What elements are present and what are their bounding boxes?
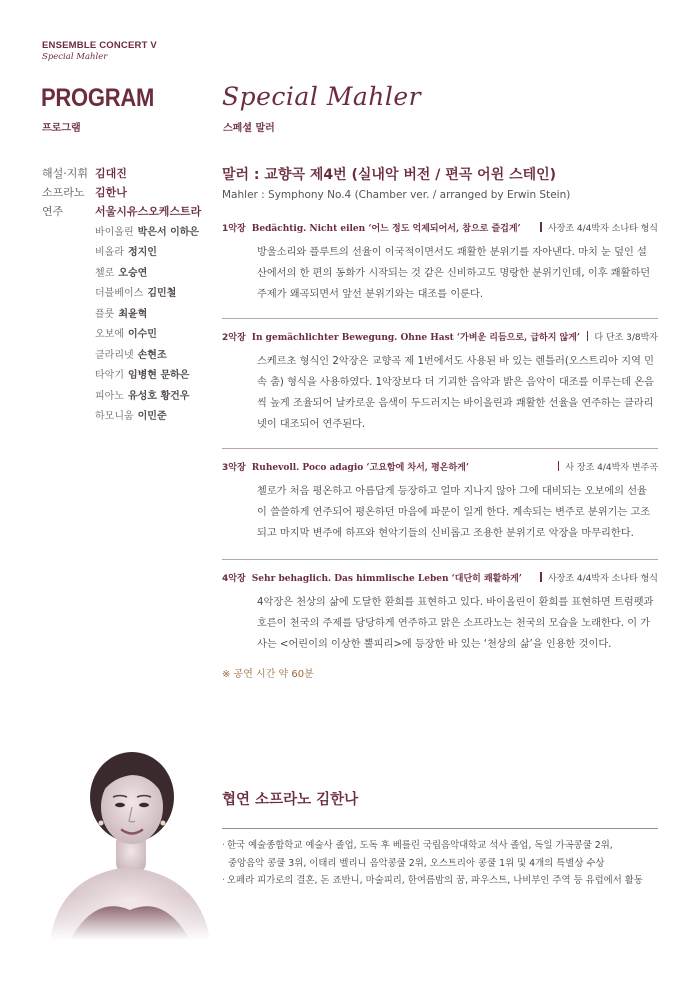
description-line: 이 쓸쓸하게 연주되어 평온하던 마음에 파문이 일게 한다. 계속되는 변주로 분위기는 고조 — [257, 507, 651, 518]
credits-list — [42, 163, 201, 220]
movement-key-text: 사장조 4/4박자 소나타 형식 — [547, 224, 658, 234]
series-title: ENSEMBLE CONCERT V — [42, 40, 157, 51]
movement-number: 1악장 — [222, 224, 246, 234]
bio-text: 중앙음악 콩쿨 3위, 이태리 벨리니 음악콩쿨 2위, 오스트리아 콩쿨 1위 및 4개의 특별상 수상 — [228, 857, 605, 869]
movement-4 — [222, 571, 658, 655]
description-line: 되고 마지막 변주에 하프와 현악기들의 신비롭고 조용한 분위기로 악장을 마무리한다. — [257, 528, 634, 539]
concert-subtitle: 스페셜 말러 — [223, 123, 275, 134]
movement-key — [540, 221, 658, 234]
divider-bar — [540, 572, 542, 582]
description-line: 속 춤) 형식을 사용하였다. 1악장보다 더 기괴한 음악과 밝은 음악이 대조를 이루는데 온음 — [257, 377, 654, 388]
movement-description — [257, 481, 658, 544]
description-line: 스케르초 형식인 2악장은 교향곡 제 1번에서도 사용된 바 있는 렌틀러(오스트리아 지역 민 — [257, 356, 654, 367]
description-line: 첼로가 처음 평온하고 아름답게 등장하고 얼마 지나지 않아 그에 대비되는 오보에의 선율 — [257, 486, 647, 497]
movement-1 — [222, 221, 658, 305]
credit-orchestra — [42, 201, 201, 220]
movement-tempo-line — [222, 571, 522, 584]
movement-tempo-line — [222, 460, 469, 473]
player-names: 오승연 — [118, 267, 148, 279]
bio-text: 오페라 피가로의 결혼, 돈 죠반니, 마술피리, 한여름밤의 꿈, 파우스트, 나비부인 주역 등 유럽에서 활동 — [226, 875, 643, 886]
movement-key — [558, 460, 658, 473]
work-title-korean: 말러 : 교향곡 제4번 (실내악 버전 / 편곡 어윈 스테인) — [222, 167, 557, 183]
description-line: 넷이 대조되어 연주된다. — [257, 419, 366, 430]
movement-number: 2악장 — [222, 333, 246, 343]
credit-role: 해설·지휘 — [42, 166, 89, 180]
player-instrument: 플룻 — [95, 308, 115, 320]
player-row — [95, 220, 199, 241]
movement-header — [222, 330, 658, 343]
movement-key-text: 사장조 4/4박자 소나타 형식 — [547, 574, 658, 584]
section-divider — [222, 318, 658, 319]
player-instrument: 하모니움 — [95, 411, 134, 423]
duration-note: ※ 공연 시간 약 60분 — [222, 669, 314, 680]
divider-bar — [540, 222, 542, 232]
player-instrument: 비올라 — [95, 247, 124, 259]
movement-header — [222, 221, 658, 234]
movement-key-text: 사 장조 4/4박자 변주곡 — [565, 463, 658, 473]
credit-name: 김한나 — [95, 185, 127, 199]
program-subheading: 프로그램 — [42, 123, 81, 134]
players-list — [95, 220, 199, 425]
player-names: 손현조 — [137, 349, 167, 361]
concert-title: Special Mahler — [222, 82, 422, 111]
player-instrument: 피아노 — [95, 390, 124, 402]
player-names: 이민준 — [137, 411, 167, 423]
bullet-icon: · — [222, 875, 225, 886]
bio-line — [222, 837, 672, 855]
movement-description — [257, 592, 658, 655]
player-instrument: 첼로 — [95, 267, 115, 279]
player-instrument: 타악기 — [95, 370, 124, 382]
concert-header — [42, 40, 157, 62]
movement-tempo: Ruhevoll. Poco adagio ‘고요함에 차서, 평온하게’ — [251, 463, 469, 473]
movement-key-text: 다 단조 3/8박자 — [594, 333, 658, 343]
movement-tempo-line — [222, 330, 580, 343]
movement-tempo: In gemächlichter Bewegung. Ohne Hast ‘가벼운 리듬으로, 급하지 않게’ — [251, 333, 581, 343]
movement-tempo: Bedächtig. Nicht eilen ‘어느 정도 억제되어서, 참으로 즐겁게’ — [251, 224, 521, 234]
credit-name: 김대진 — [95, 166, 127, 180]
divider-bar — [587, 331, 589, 341]
movement-key — [540, 571, 658, 584]
bio-line — [222, 855, 672, 873]
movement-3 — [222, 460, 658, 544]
soprano-portrait — [40, 745, 215, 940]
section-divider — [222, 559, 658, 560]
description-line: 산에서의 한 편의 동화가 시작되는 것 같은 신비하고도 명랑한 분위기인데, 이후 쾌활하던 — [257, 268, 651, 279]
movement-2 — [222, 330, 658, 435]
player-names: 임병현 문하은 — [127, 370, 190, 382]
player-names: 김민철 — [147, 288, 177, 300]
work-title-english: Mahler : Symphony No.4 (Chamber ver. / arranged by Erwin Stein) — [222, 189, 571, 201]
player-instrument: 더블베이스 — [95, 288, 144, 300]
section-divider — [222, 448, 658, 449]
soloist-title: 협연 소프라노 김한나 — [222, 792, 359, 808]
player-instrument: 바이올린 — [95, 226, 134, 238]
description-line: 4악장은 천상의 삶에 도달한 환희를 표현하고 있다. 바이올린이 환희를 표현하면 트럼펫과 — [257, 597, 654, 608]
player-row — [95, 302, 199, 323]
movement-key — [587, 330, 658, 343]
player-names: 박은서 이하은 — [137, 226, 200, 238]
movement-description — [257, 351, 658, 435]
credit-role: 연주 — [42, 204, 64, 218]
player-names: 정지인 — [127, 247, 157, 259]
player-names: 유성호 황건우 — [127, 390, 190, 402]
movement-tempo: Sehr behaglich. Das himmlische Leben ‘대단히 쾌활하게’ — [251, 574, 522, 584]
program-heading: PROGRAM — [41, 84, 155, 112]
soloist-divider — [222, 828, 658, 829]
description-line: 주제가 왜곡되면서 앞선 분위기와는 대조를 이룬다. — [257, 289, 484, 300]
divider-bar — [558, 461, 560, 471]
credit-role: 소프라노 — [42, 185, 85, 199]
player-instrument: 오보에 — [95, 329, 124, 341]
credit-conductor — [42, 163, 201, 182]
series-subtitle: Special Mahler — [42, 52, 108, 62]
description-line: 방울소리와 플루트의 선율이 이국적이면서도 쾌활한 분위기를 자아낸다. 마치 눈 덮인 설 — [257, 247, 647, 258]
bio-text: 한국 예술종합학교 예술사 졸업, 도독 후 베를린 국립음악대학교 석사 졸업, 독일 가곡콩쿨 2위, — [226, 840, 613, 851]
player-names: 최윤혁 — [118, 308, 148, 320]
movement-tempo-line — [222, 221, 521, 234]
description-line: 호른이 천국의 주제를 당당하게 연주하고 맑은 소프라노는 천국의 모습을 노래한다. 이 가 — [257, 618, 651, 629]
player-row — [95, 343, 199, 364]
movement-header — [222, 571, 658, 584]
player-row — [95, 384, 199, 405]
movement-number: 3악장 — [222, 463, 246, 473]
player-row — [95, 241, 199, 262]
player-row — [95, 261, 199, 282]
player-names: 이수민 — [127, 329, 157, 341]
credit-soprano — [42, 182, 201, 201]
description-line: 씩 높게 조율되어 날카로운 음색이 두드러지는 바이올린과 쾌활한 선율을 연주하는 클라리 — [257, 398, 654, 409]
movement-description — [257, 242, 658, 305]
player-instrument: 클라리넷 — [95, 349, 134, 361]
credit-name: 서울시유스오케스트라 — [95, 204, 202, 218]
bio-line — [222, 872, 672, 890]
bullet-icon: · — [222, 840, 225, 851]
player-row — [95, 405, 199, 426]
player-row — [95, 323, 199, 344]
player-row — [95, 282, 199, 303]
description-line: 사는 <어린이의 이상한 뿔피리>에 등장한 바 있는 ‘천상의 삶’을 인용한 것이다. — [257, 639, 612, 650]
movement-number: 4악장 — [222, 574, 246, 584]
soloist-bio — [222, 837, 672, 890]
movement-header — [222, 460, 658, 473]
player-row — [95, 364, 199, 385]
